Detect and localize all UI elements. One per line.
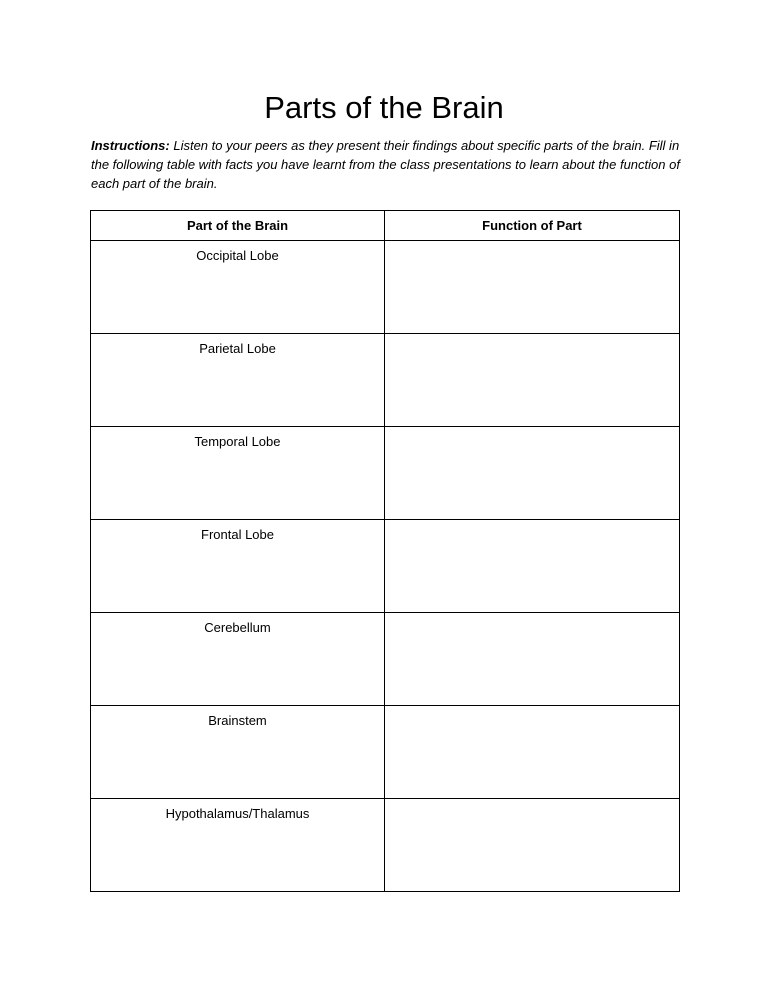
table-row <box>91 799 680 892</box>
instructions-paragraph <box>91 136 683 193</box>
part-cell <box>91 520 385 613</box>
function-cell[interactable] <box>385 241 680 334</box>
header-part-of-brain: Part of the Brain <box>91 211 385 241</box>
part-cell <box>91 706 385 799</box>
page-title: Parts of the Brain <box>264 90 504 125</box>
part-cell <box>91 613 385 706</box>
function-cell[interactable] <box>385 334 680 427</box>
part-name: Hypothalamus/Thalamus <box>165 806 310 821</box>
part-name: Parietal Lobe <box>199 341 276 356</box>
part-cell <box>91 334 385 427</box>
part-name: Cerebellum <box>204 620 271 635</box>
table-header-row <box>91 211 680 241</box>
table-row <box>91 334 680 427</box>
function-cell[interactable] <box>385 613 680 706</box>
brain-parts-table <box>90 210 680 892</box>
part-cell <box>91 241 385 334</box>
part-name: Frontal Lobe <box>201 527 274 542</box>
function-cell[interactable] <box>385 520 680 613</box>
instructions-label: Instructions: <box>91 138 170 153</box>
table-row <box>91 241 680 334</box>
function-cell[interactable] <box>385 799 680 892</box>
function-cell[interactable] <box>385 427 680 520</box>
part-name: Occipital Lobe <box>196 248 279 263</box>
table-row <box>91 706 680 799</box>
part-cell <box>91 427 385 520</box>
table-row <box>91 613 680 706</box>
function-cell[interactable] <box>385 706 680 799</box>
part-name: Brainstem <box>208 713 267 728</box>
part-name: Temporal Lobe <box>194 434 281 449</box>
instructions-text: Listen to your peers as they present their findings about specific parts of the brain. Fill in the following table with facts you have learnt from the class presentations to learn about the function of each part of the brain. <box>91 138 680 191</box>
table-row <box>91 427 680 520</box>
table-row <box>91 520 680 613</box>
part-cell <box>91 799 385 892</box>
header-function-of-part: Function of Part <box>385 211 680 241</box>
